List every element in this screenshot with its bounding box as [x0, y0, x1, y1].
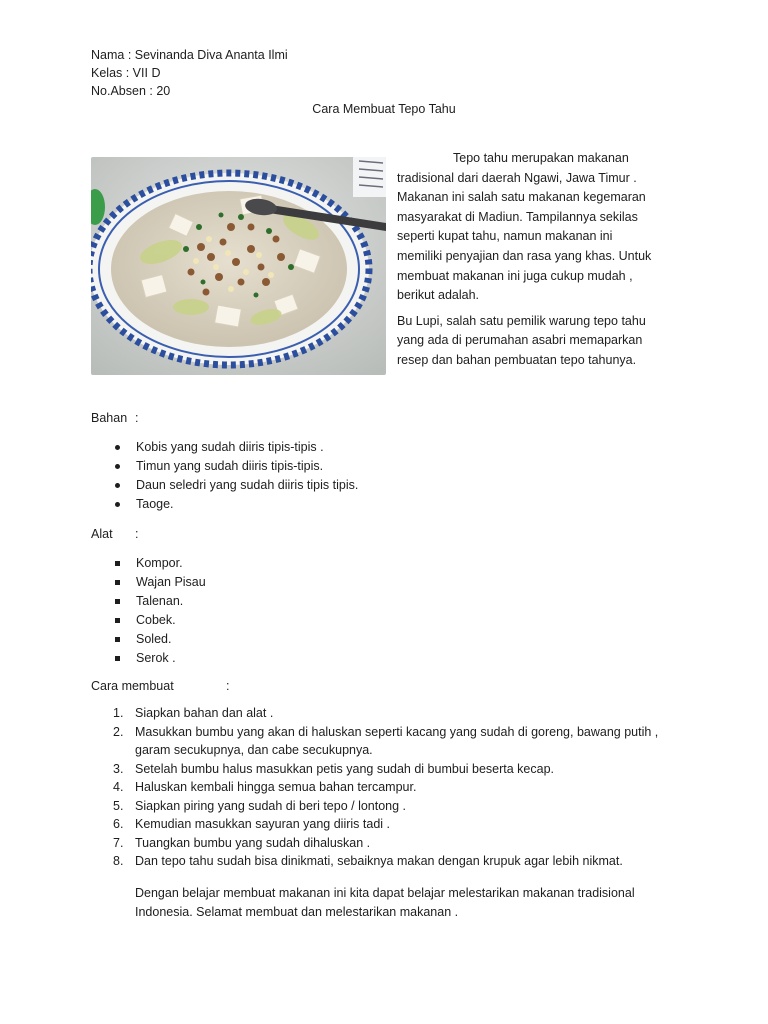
intro-line: resep dan bahan pembuatan tepo tahunya.: [397, 352, 637, 367]
bullet-icon: [115, 445, 120, 450]
step-number: 3.: [113, 761, 124, 776]
cara-heading: [91, 677, 230, 695]
list-item-text: Daun seledri yang sudah diiris tipis tipis.: [136, 478, 359, 492]
list-item: [113, 592, 206, 611]
intro-line: Bu Lupi, salah satu pemilik warung tepo tahu: [397, 313, 646, 328]
list-item-text: Wajan Pisau: [136, 575, 206, 589]
intro-line: tradisional dari daerah Ngawi, Jawa Timur .: [397, 170, 637, 185]
step-number: 4.: [113, 780, 124, 794]
square-bullet-icon: [115, 618, 120, 623]
intro-line: seperti kupat tahu, namun makanan ini: [397, 229, 613, 244]
list-item: [113, 438, 358, 457]
alat-heading: [91, 525, 139, 543]
step-number: 6.: [113, 817, 124, 831]
bahan-list: [113, 438, 358, 514]
alat-label: Alat: [91, 527, 113, 541]
step-text: Setelah bumbu halus masukkan petis yang sudah di bumbui beserta kecap.: [135, 761, 555, 776]
square-bullet-icon: [115, 580, 120, 585]
step-text: Siapkan piring yang sudah di beri tepo / lontong .: [135, 798, 407, 813]
bahan-heading: [91, 409, 139, 427]
intro-line: membuat makanan ini juga cukup mudah ,: [397, 268, 633, 283]
step-item: [113, 704, 690, 723]
step-text: Tuangkan bumbu yang sudah dihaluskan .: [135, 835, 371, 850]
cara-label: Cara membuat: [91, 679, 174, 693]
step-number: 8.: [113, 854, 124, 868]
list-item: [113, 495, 358, 514]
step-item: [113, 834, 690, 853]
list-item-text: Taoge.: [136, 497, 174, 511]
list-item: [113, 554, 206, 573]
step-text: Kemudian masukkan sayuran yang diiris tadi .: [135, 817, 390, 831]
list-item-text: Serok .: [136, 651, 176, 665]
list-item-text: Cobek.: [136, 613, 176, 627]
list-item: [113, 630, 206, 649]
list-item-text: Kompor.: [136, 556, 183, 570]
step-text: Siapkan bahan dan alat .: [135, 706, 274, 720]
list-item: [113, 476, 358, 495]
student-class: Kelas : VII D: [91, 66, 161, 80]
intro-line: berikut adalah.: [397, 288, 480, 303]
step-item: [113, 815, 690, 834]
document-title: Cara Membuat Tepo Tahu: [312, 102, 456, 116]
list-item: [113, 611, 206, 630]
step-text: Dan tepo tahu sudah bisa dinikmati, sebaiknya makan dengan krupuk agar lebih nikmat.: [135, 854, 623, 868]
intro-line: masyarakat di Madiun. Tampilannya sekilas: [397, 209, 638, 224]
square-bullet-icon: [115, 599, 120, 604]
step-item: [113, 778, 690, 797]
list-item-text: Kobis yang sudah diiris tipis-tipis .: [136, 440, 324, 454]
intro-text: [397, 149, 687, 371]
step-item: [113, 760, 690, 779]
student-number: No.Absen : 20: [91, 84, 171, 98]
step-text: Haluskan kembali hingga semua bahan tercampur.: [135, 780, 417, 794]
bullet-icon: [115, 483, 120, 488]
alat-colon: :: [135, 527, 139, 541]
intro-line: yang ada di perumahan asabri memaparkan: [397, 333, 643, 348]
square-bullet-icon: [115, 561, 120, 566]
list-item-text: Talenan.: [136, 594, 184, 608]
list-item-text: Timun yang sudah diiris tipis-tipis.: [136, 459, 324, 473]
intro-line: Makanan ini salah satu makanan kegemaran: [397, 190, 646, 205]
list-item: [113, 573, 206, 592]
cara-colon: :: [226, 679, 230, 693]
bahan-colon: :: [135, 411, 139, 425]
intro-line: memiliki penyajian dan rasa yang khas. Untuk: [397, 248, 652, 263]
tepo-tahu-photo: [91, 157, 386, 375]
list-item: [113, 457, 358, 476]
step-number: 5.: [113, 798, 124, 813]
steps-list: [113, 704, 690, 871]
list-item-text: Soled.: [136, 632, 172, 646]
list-item: [113, 649, 206, 668]
step-text: Masukkan bumbu yang akan di haluskan seperti kacang yang sudah di goreng, bawang putih , garam secukupnya, dan cabe secukupnya.: [135, 724, 659, 757]
alat-list: [113, 554, 206, 668]
bullet-icon: [115, 464, 120, 469]
step-number: 2.: [113, 724, 124, 739]
bahan-label: Bahan: [91, 411, 128, 425]
step-number: 1.: [113, 706, 124, 720]
intro-line: Tepo tahu merupakan makanan: [453, 151, 629, 165]
square-bullet-icon: [115, 637, 120, 642]
step-item: [113, 723, 690, 760]
bullet-icon: [115, 502, 120, 507]
square-bullet-icon: [115, 656, 120, 661]
student-name: Nama : Sevinanda Diva Ananta Ilmi: [91, 48, 288, 62]
step-item: [113, 797, 690, 816]
step-item: [113, 852, 690, 871]
step-number: 7.: [113, 835, 124, 850]
closing-paragraph: Dengan belajar membuat makanan ini kita dapat belajar melestarikan makanan tradisional Indonesia. Selamat membuat dan melestarikan makanan .: [135, 886, 635, 919]
